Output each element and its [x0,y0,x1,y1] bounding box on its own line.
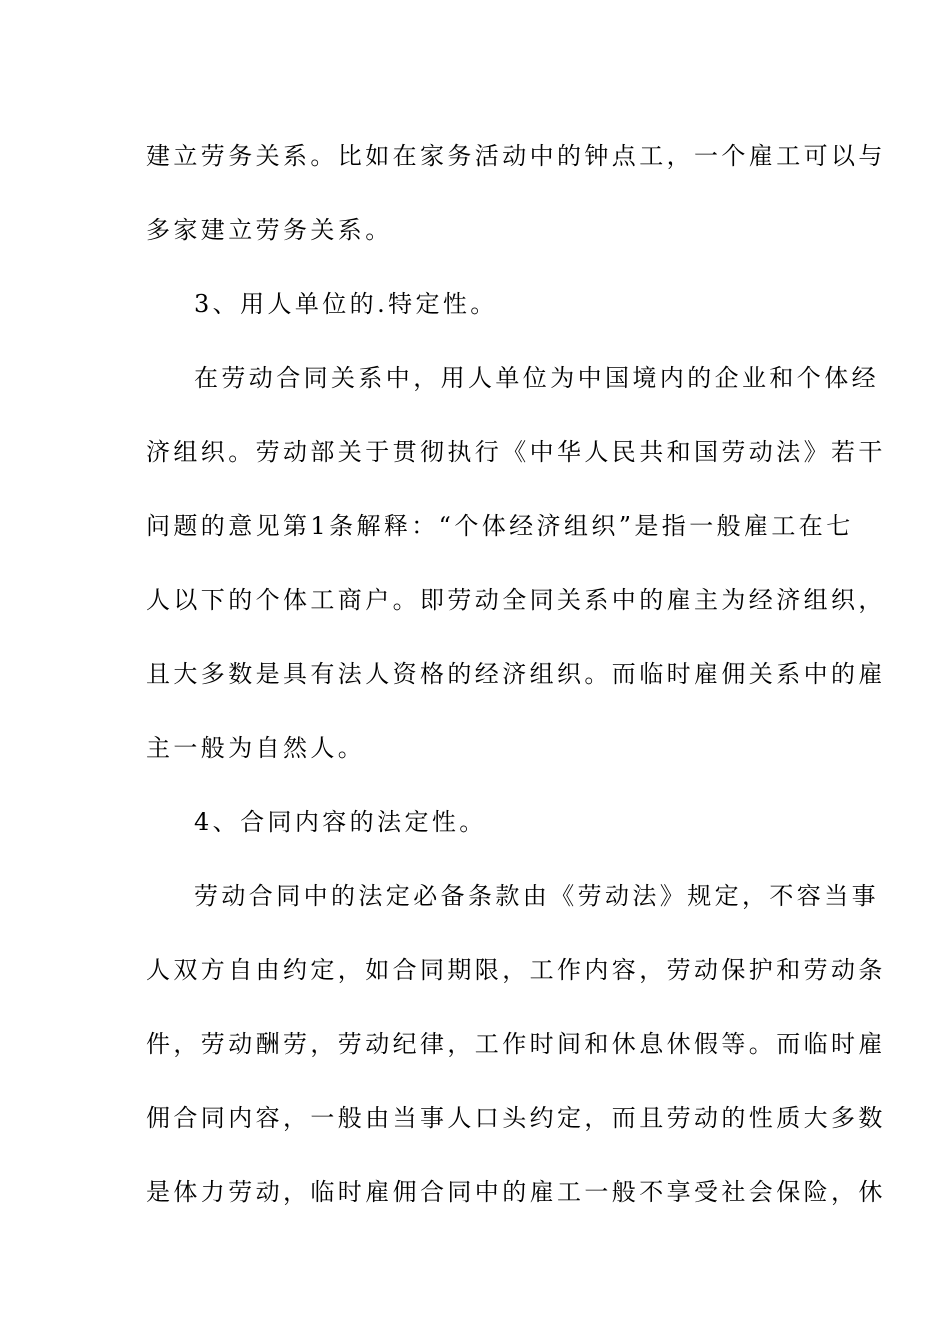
text-line: 件，劳动酬劳，劳动纪律，工作时间和休息休假等。而临时雇 [146,1030,886,1058]
paragraph-start-line: 劳动合同中的法定必备条款由《劳动法》规定，不容当事 [194,882,879,910]
text-line: 人以下的个体工商户。即劳动全同关系中的雇主为经济组织， [146,586,886,614]
text-line: 济组织。劳动部关于贯彻执行《中华人民共和国劳动法》若干 [146,438,886,466]
text-line: 佣合同内容，一般由当事人口头约定，而且劳动的性质大多数 [146,1104,886,1132]
section-heading: 4、合同内容的法定性。 [194,808,487,836]
paragraph-start-line: 在劳动合同关系中，用人单位为中国境内的企业和个体经 [194,364,879,392]
text-line: 是体力劳动，临时雇佣合同中的雇工一般不享受社会保险，休 [146,1178,886,1206]
body-text [146,128,886,1238]
text-line: 人双方自由约定，如合同期限，工作内容，劳动保护和劳动条 [146,956,886,984]
text-line: 问题的意见第1条解释：“个体经济组织”是指一般雇工在七 [146,512,854,540]
text-line: 主一般为自然人。 [146,734,366,762]
text-line: 建立劳务关系。比如在家务活动中的钟点工，一个雇工可以与 [146,142,886,170]
section-heading: 3、用人单位的.特定性。 [194,290,498,318]
text-line: 且大多数是具有法人资格的经济组织。而临时雇佣关系中的雇 [146,660,886,688]
text-line: 多家建立劳务关系。 [146,216,393,244]
